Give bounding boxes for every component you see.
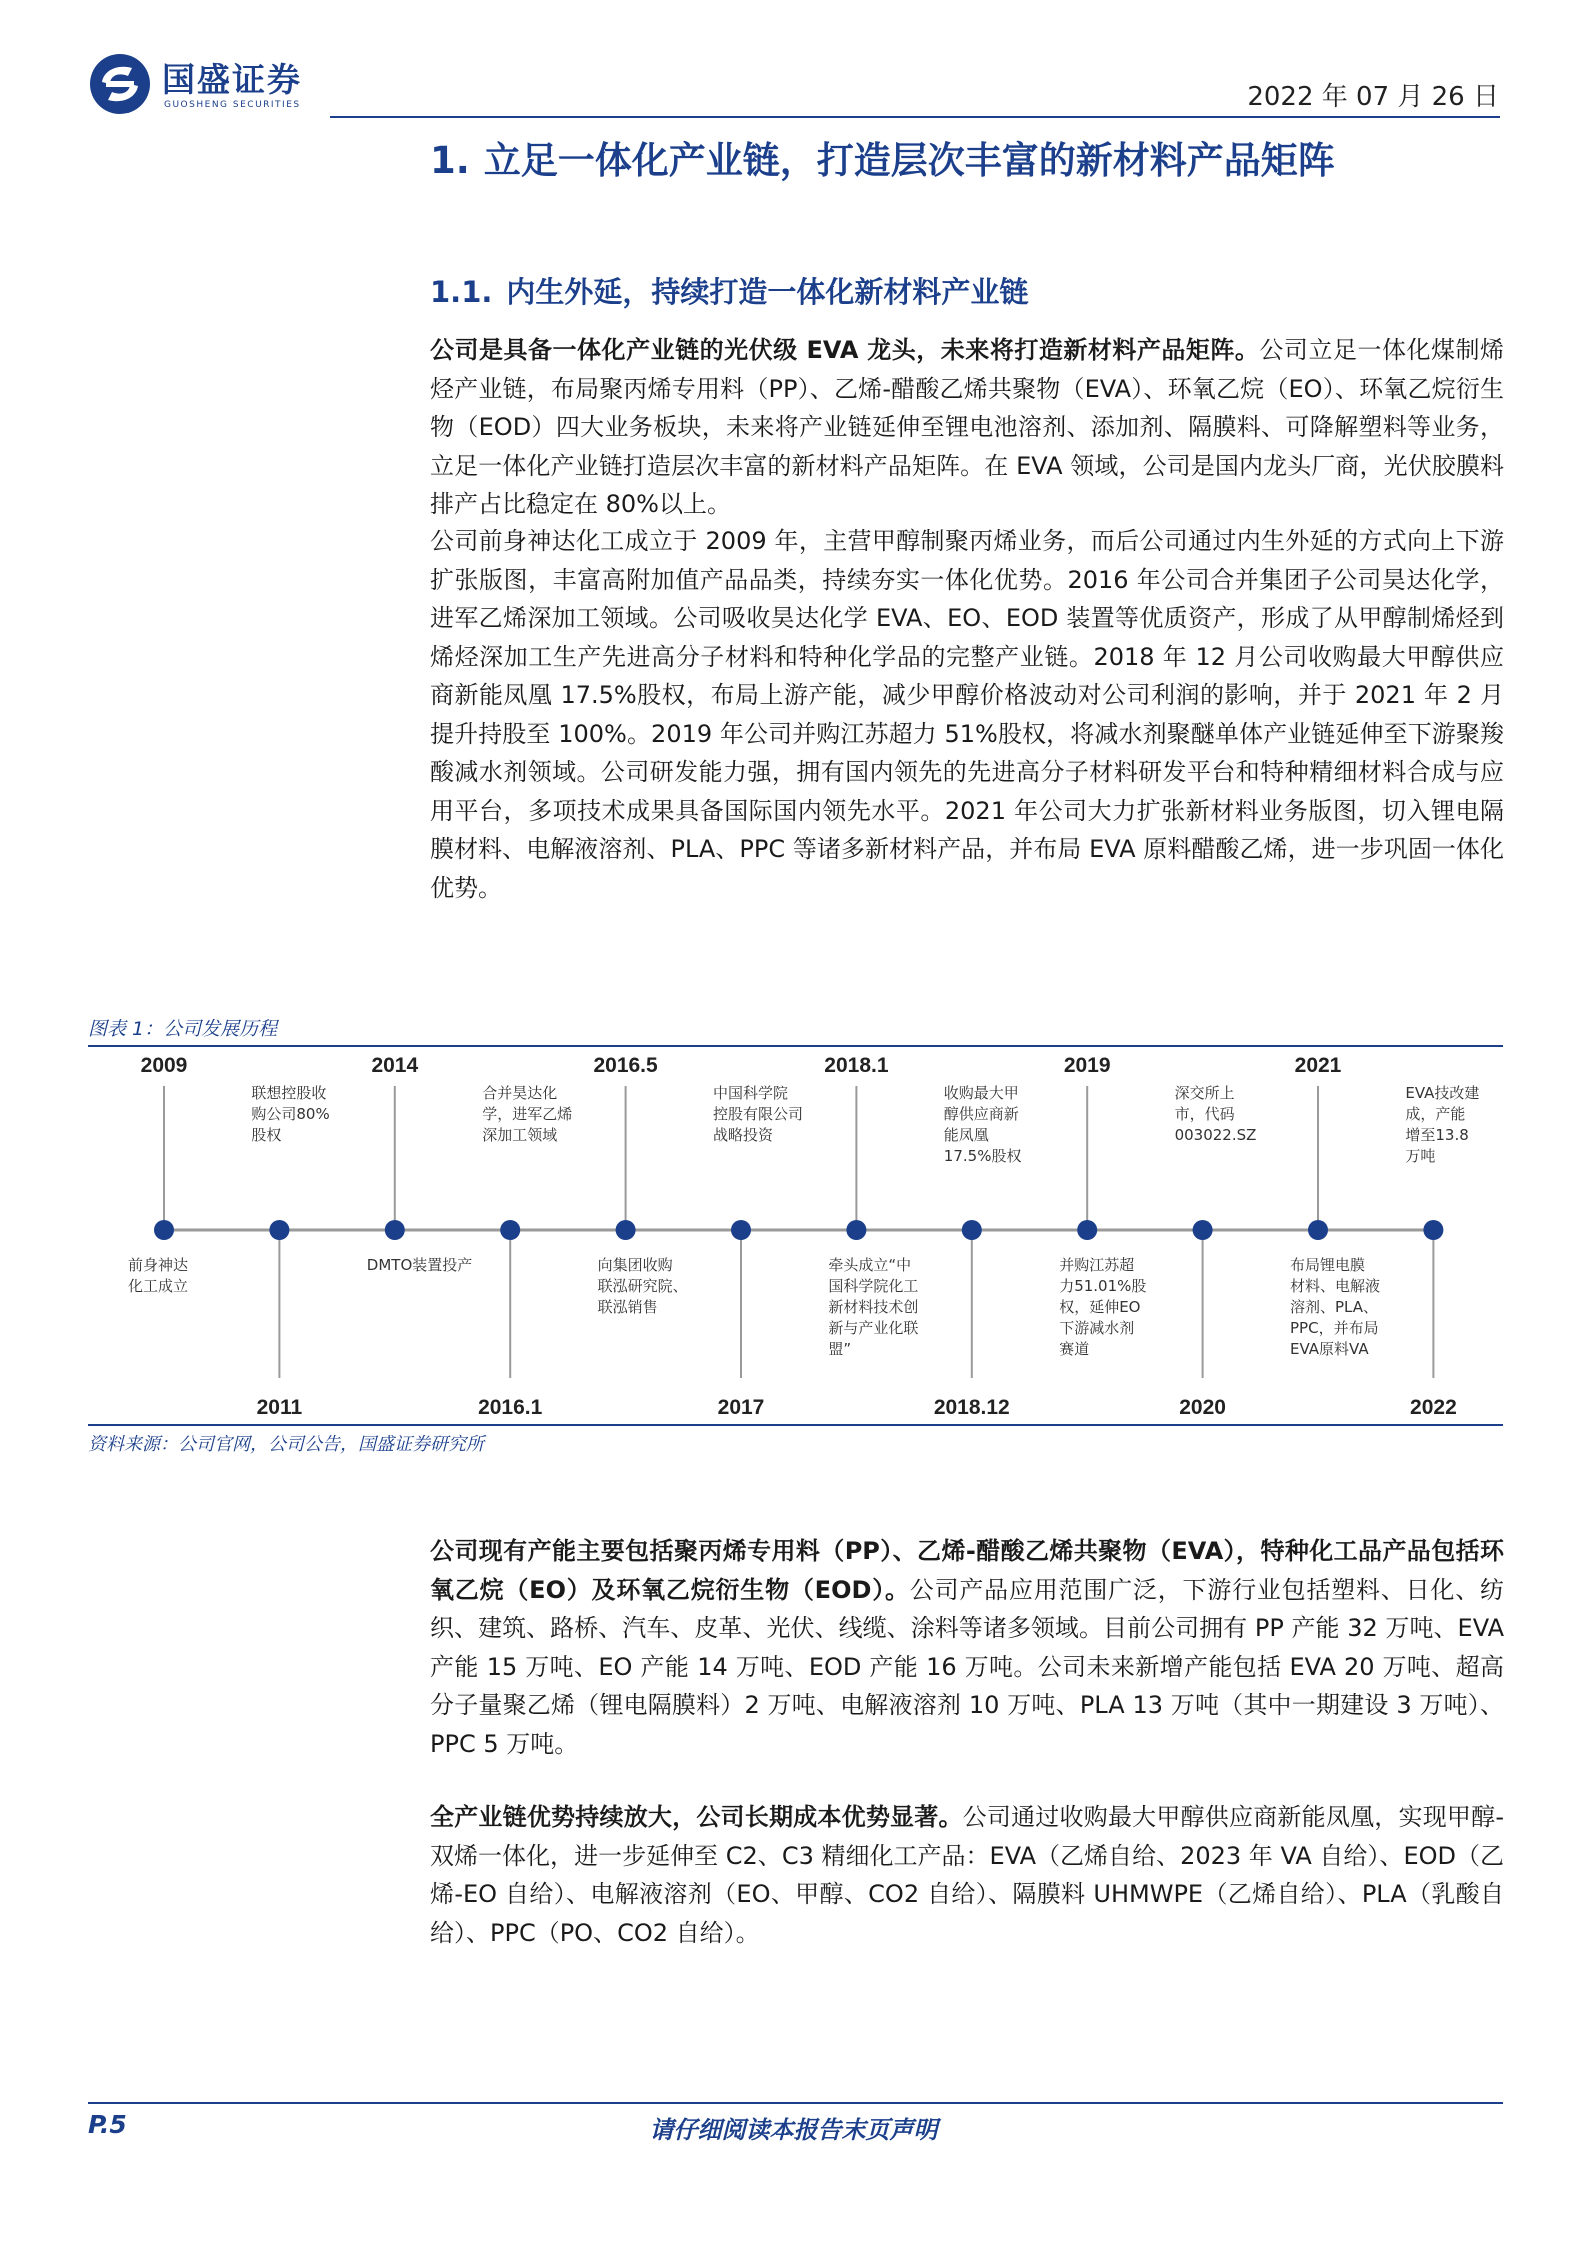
timeline-event-text: 新材料技术创 [828, 1298, 919, 1316]
timeline-event-text: 学，进军乙烯 [482, 1105, 573, 1123]
brand-name-cn: 国盛证券 [162, 60, 302, 99]
timeline-year-label: 2019 [1063, 1054, 1111, 1077]
timeline-dot [154, 1220, 174, 1240]
paragraph-1 [430, 331, 1504, 524]
timeline-event-text: 新与产业化联 [828, 1319, 919, 1337]
timeline-event-text: 控股有限公司 [713, 1105, 804, 1123]
timeline-event-text: 股权 [251, 1126, 282, 1144]
timeline-event-text: EVA技改建 [1405, 1084, 1480, 1102]
timeline-event-text: 003022.SZ [1174, 1126, 1257, 1144]
timeline-event-text: 溶剂、PLA、 [1290, 1298, 1379, 1316]
footer-divider [88, 2102, 1503, 2104]
timeline-event-text: 力51.01%股 [1059, 1277, 1147, 1295]
figure-source: 资料来源：公司官网，公司公告，国盛证券研究所 [88, 1434, 484, 1455]
paragraph-2-body: 公司前身神达化工成立于 2009 年，主营甲醇制聚丙烯业务，而后公司通过内生外延的方式向上下游扩张版图，丰富高附加值产品品类，持续夯实一体化优势。2016 年公司合并集团子公司昊达化学，进军乙烯深加工领域。公司吸收昊达化学 EVA、EO、EOD 装置等优质资产，形成了从甲醇制烯烃到烯烃深加工生产先进高分子材料和特种化学品的完整产业链。2018 年 12 月公司收购最大甲醇供应商新能凤凰 17.5%股权，布局上游产能，减少甲醇价格波动对公司利润的影响，并于 2021 年 2 月提升持股至 100%。2019 年公司并购江苏超力 51%股权，将减水剂聚醚单体产业链延伸至下游聚羧酸减水剂领域。公司研发能力强，拥有国内领先的先进高分子材料研发平台和特种精细材料合成与应用平台，多项技术成果具备国际国内领先水平。2021 年公司大力扩张新材料业务版图，切入锂电隔膜材料、电解液溶剂、PLA、PPC 等诸多新材料产品，并布局 EVA 原料醋酸乙烯，进一步巩固一体化优势。 [430, 527, 1504, 902]
timeline-dot [616, 1220, 636, 1240]
timeline-dot [962, 1220, 982, 1240]
timeline-event-text: 成，产能 [1405, 1105, 1466, 1123]
timeline-dot [1308, 1220, 1328, 1240]
timeline-dot [500, 1220, 520, 1240]
timeline-year-label: 2009 [140, 1054, 188, 1077]
timeline-event-text: EVA原料VA [1290, 1340, 1369, 1358]
timeline-event-text: 战略投资 [713, 1126, 774, 1144]
paragraph-3-body: 公司产品应用范围广泛，下游行业包括塑料、日化、纺织、建筑、路桥、汽车、皮革、光伏、线缆、涂料等诸多领域。目前公司拥有 PP 产能 32 万吨、EVA 产能 15 万吨、EO 产能 14 万吨、EOD 产能 16 万吨。公司未来新增产能包括 EVA 20 万吨、超高分子量聚乙烯（锂电隔膜料）2 万吨、电解液溶剂 10 万吨、PLA 13 万吨（其中一期建设 3 万吨）、PPC 5 万吨。 [430, 1575, 1505, 1758]
paragraph-1-lead: 公司是具备一体化产业链的光伏级 EVA 龙头，未来将打造新材料产品矩阵。 [430, 336, 1260, 364]
timeline-event-text: 17.5%股权 [943, 1147, 1022, 1165]
section-number: 1. [430, 139, 470, 182]
timeline-event-text: 化工成立 [128, 1277, 189, 1295]
timeline-event-text: 能凤凰 [943, 1126, 989, 1144]
timeline-event-text: 合并昊达化 [482, 1084, 558, 1102]
brand-emblem-icon [88, 52, 152, 116]
timeline-dot [1077, 1220, 1097, 1240]
page-number: P.5 [88, 2110, 127, 2139]
timeline-chart [88, 1048, 1503, 1422]
timeline-event-text: 万吨 [1405, 1147, 1436, 1165]
timeline-event-text: 市，代码 [1174, 1105, 1235, 1123]
timeline-year-label: 2014 [371, 1054, 419, 1077]
timeline-dot [385, 1220, 405, 1240]
timeline-event-text: 联想控股收 [251, 1084, 327, 1102]
timeline-event-text: 下游减水剂 [1059, 1319, 1135, 1337]
timeline-year-label: 2021 [1294, 1054, 1342, 1077]
timeline-year-label: 2016.1 [478, 1396, 543, 1419]
disclaimer-note: 请仔细阅读本报告末页声明 [649, 2116, 938, 2144]
brand-logo [88, 48, 338, 120]
brand-name-en: GUOSHENG SECURITIES [164, 100, 301, 110]
timeline-event-text: 联泓销售 [597, 1298, 658, 1316]
paragraph-3-lead: 公司现有产能主要包括聚丙烯专用料（PP）、乙烯-醋酸乙烯共聚物（EVA），特种化工品产品包括环氧乙烷（EO）及环氧乙烷衍生物（EOD）。 [430, 1537, 1504, 1604]
timeline-year-label: 2018.1 [824, 1054, 889, 1077]
timeline-event-text: 并购江苏超 [1059, 1256, 1135, 1274]
timeline-event-text: 增至13.8 [1405, 1126, 1469, 1144]
timeline-event-text: 材料、电解液 [1290, 1277, 1381, 1295]
timeline-year-label: 2020 [1179, 1396, 1226, 1419]
timeline-dot [269, 1220, 289, 1240]
timeline-event-text: 前身神达 [128, 1256, 189, 1274]
timeline-event-text: 购公司80% [251, 1105, 330, 1123]
paragraph-4-body: 公司通过收购最大甲醇供应商新能凤凰，实现甲醇-双烯一体化，进一步延伸至 C2、C3 精细化工产品：EVA（乙烯自给、2023 年 VA 自给）、EOD（乙烯-EO 自给）、电解液溶剂（EO、甲醇、CO2 自给）、隔膜料 UHMWPE（乙烯自给）、PLA（乳酸自给）、PPC（PO、CO2 自给）。 [430, 1803, 1504, 1947]
section-heading-1 [430, 130, 1335, 184]
timeline-event-text: PPC，并布局 [1290, 1319, 1379, 1337]
timeline-event-text: 赛道 [1059, 1340, 1090, 1358]
timeline-dot [1423, 1220, 1443, 1240]
timeline-dot [846, 1220, 866, 1240]
timeline-event-text: 牵头成立“中 [828, 1256, 912, 1274]
section-title: 立足一体化产业链，打造层次丰富的新材料产品矩阵 [483, 139, 1335, 182]
report-date: 2022 年 07 月 26 日 [1247, 82, 1499, 112]
timeline-year-label: 2017 [717, 1396, 765, 1419]
timeline-event-text: 权，延伸EO [1059, 1298, 1141, 1316]
timeline-event-text: 盟” [828, 1340, 852, 1358]
timeline-year-label: 2016.5 [593, 1054, 658, 1077]
timeline-event-text: 向集团收购 [597, 1256, 673, 1274]
timeline-event-text: 中国科学院 [713, 1084, 789, 1102]
timeline-event-text: 布局锂电膜 [1290, 1256, 1366, 1274]
paragraph-4-lead: 全产业链优势持续放大，公司长期成本优势显著。 [430, 1803, 963, 1831]
paragraph-2 [430, 522, 1504, 907]
timeline-year-label: 2011 [256, 1396, 303, 1419]
timeline-dot [731, 1220, 751, 1240]
timeline-event-text: DMTO装置投产 [366, 1256, 473, 1274]
timeline-event-text: 深交所上 [1174, 1084, 1235, 1102]
header-divider [330, 116, 1500, 118]
paragraph-1-body: 公司立足一体化煤制烯烃产业链，布局聚丙烯专用料（PP）、乙烯-醋酸乙烯共聚物（EVA）、环氧乙烷（EO）、环氧乙烷衍生物（EOD）四大业务板块，未来将产业链延伸至锂电池溶剂、添加剂、隔膜料、可降解塑料等业务，立足一体化产业链打造层次丰富的新材料产品矩阵。在 EVA 领域，公司是国内龙头厂商，光伏胶膜料排产占比稳定在 80%以上。 [430, 336, 1505, 518]
paragraph-4 [430, 1798, 1504, 1952]
timeline-dot [1193, 1220, 1213, 1240]
timeline-event-text: 联泓研究院、 [597, 1277, 688, 1295]
figure-title: 图表 1：公司发展历程 [88, 1018, 278, 1040]
timeline-year-label: 2018.12 [933, 1396, 1010, 1419]
timeline-event-text: 国科学院化工 [828, 1277, 919, 1295]
timeline-event-text: 深加工领域 [482, 1126, 558, 1144]
subsection-title: 内生外延，持续打造一体化新材料产业链 [506, 275, 1029, 309]
subsection-number: 1.1. [430, 275, 493, 309]
timeline-event-text: 收购最大甲 [943, 1084, 1019, 1102]
paragraph-3 [430, 1532, 1504, 1763]
section-heading-1-1 [430, 270, 1028, 311]
timeline-year-label: 2022 [1410, 1396, 1457, 1419]
figure-top-divider [88, 1045, 1503, 1047]
timeline-event-text: 醇供应商新 [943, 1105, 1019, 1123]
figure-bottom-divider [88, 1424, 1503, 1426]
